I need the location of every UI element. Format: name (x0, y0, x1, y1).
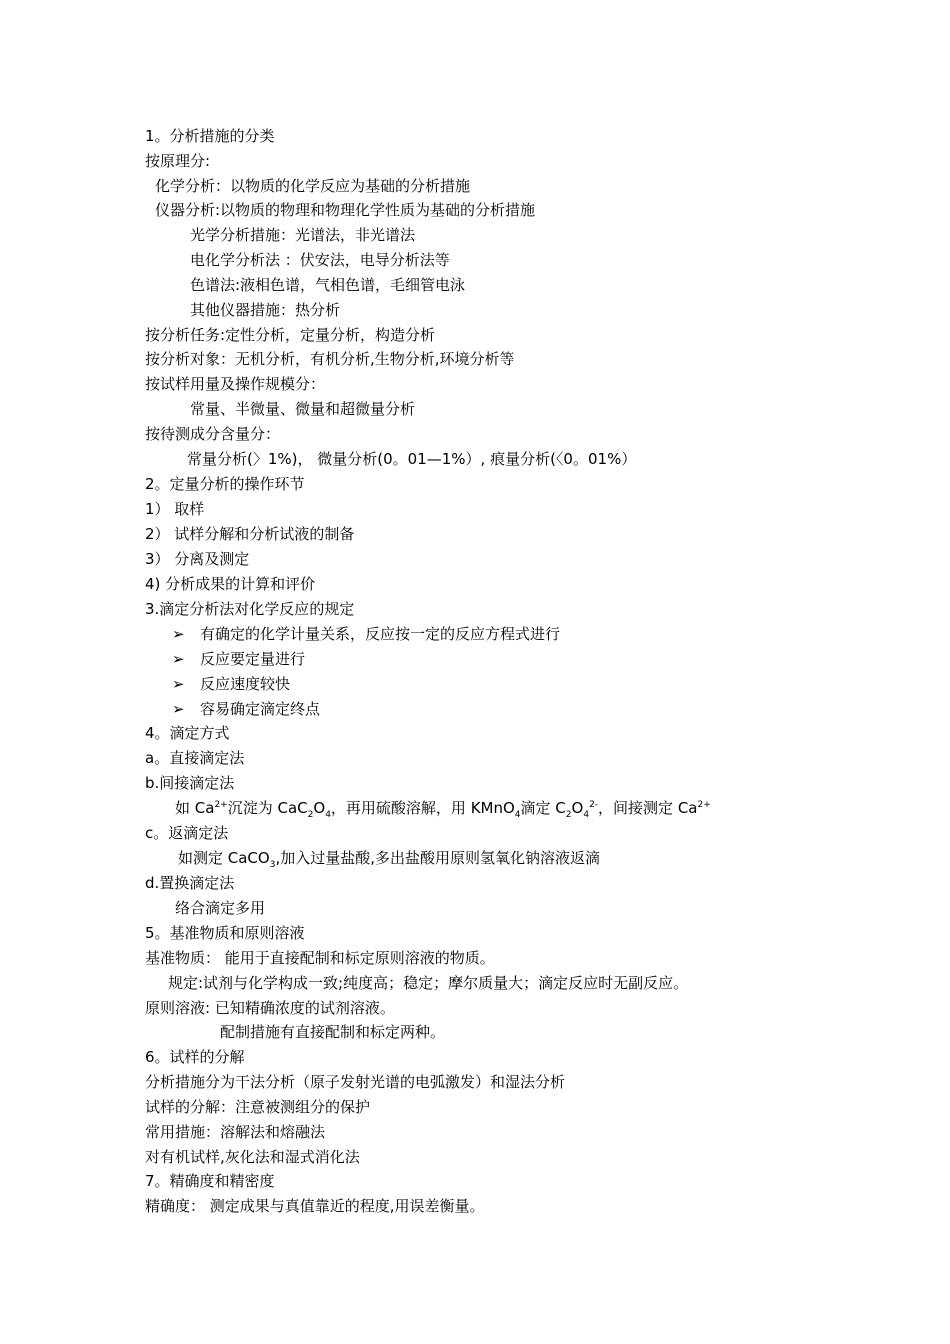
step-1: 1） 取样 (145, 500, 205, 518)
bullet-text: 有确定的化学计量关系，反应按一定的反应方程式进行 (200, 625, 561, 643)
step-4: 4) 分析成果的计算和评价 (145, 575, 316, 593)
sample-scale-types: 常量、半微量、微量和超微量分析 (190, 400, 416, 418)
classify-by-object: 按分析对象：无机分析，有机分析,生物分析,环境分析等 (145, 350, 515, 368)
primary-standard-requirements: 规定:试剂与化学构成一致;纯度高；稳定；摩尔质量大；滴定反应时无副反应。 (168, 974, 689, 992)
other-instrumental: 其他仪器措施：热分析 (190, 301, 341, 319)
indirect-titration-example: 如 $Ca^{2+}$沉淀为 $CaC_2O_4$，再用硫酸溶解，用 KMnO$_4$滴定 $C_2O_4^{2-}$，间接测定 $Ca^{2+}$ (175, 799, 711, 820)
classify-by-sample: 按试样用量及操作规模分： (145, 375, 326, 393)
classify-by-content: 按待测成分含量分： (145, 425, 281, 443)
decomposition-note: 试样的分解：注意被测组分的保护 (145, 1098, 371, 1116)
classify-by-task: 按分析任务:定性分析，定量分析，构造分析 (145, 326, 436, 344)
organic-sample-methods: 对有机试样,灰化法和湿式消化法 (145, 1148, 360, 1166)
chemical-analysis: 化学分析：以物质的化学反应为基础的分析措施 (155, 177, 471, 195)
arrow-bullet-icon: ➢ (172, 650, 185, 668)
chromatography: 色谱法:液相色谱，气相色谱，毛细管电泳 (190, 276, 466, 294)
step-3: 3） 分离及测定 (145, 550, 250, 568)
displacement-titration-example: 络合滴定多用 (175, 899, 266, 917)
section-7-title: 7。精确度和精密度 (145, 1172, 275, 1190)
indirect-titration: b.间接滴定法 (145, 774, 235, 792)
bullet-text: 反应要定量进行 (200, 650, 306, 668)
primary-standard-definition: 基准物质： 能用于直接配制和标定原则溶液的物质。 (145, 949, 495, 967)
standard-solution-preparation: 配制措施有直接配制和标定两种。 (220, 1023, 446, 1041)
dry-wet-methods: 分析措施分为干法分析（原子发射光谱的电弧激发）和湿法分析 (145, 1073, 566, 1091)
back-titration: c。返滴定法 (145, 824, 229, 842)
bullet-text: 容易确定滴定终点 (200, 700, 321, 718)
bullet-item (145, 699, 320, 719)
content-level-types: 常量分析(〉1%)， 微量分析(0。01—1%）, 痕量分析(〈0。01%） (187, 450, 637, 468)
arrow-bullet-icon: ➢ (172, 700, 185, 718)
step-2: 2） 试样分解和分析试液的制备 (145, 525, 355, 543)
common-methods: 常用措施：溶解法和熔融法 (145, 1123, 326, 1141)
classify-by-principle: 按原理分: (145, 152, 211, 170)
displacement-titration: d.置换滴定法 (145, 874, 235, 892)
section-1-title: 1。分析措施的分类 (145, 127, 275, 145)
electrochemical-analysis: 电化学分析法 ：伏安法，电导分析法等 (190, 251, 450, 269)
bullet-item (145, 649, 305, 669)
section-6-title: 6。试样的分解 (145, 1048, 245, 1066)
section-5-title: 5。基准物质和原则溶液 (145, 924, 305, 942)
accuracy-definition: 精确度： 测定成果与真值靠近的程度,用误差衡量。 (145, 1197, 485, 1215)
bullet-text: 反应速度较快 (200, 675, 291, 693)
bullet-item (145, 674, 290, 694)
section-2-title: 2。定量分析的操作环节 (145, 475, 305, 493)
instrumental-analysis: 仪器分析:以物质的物理和物理化学性质为基础的分析措施 (155, 201, 536, 219)
arrow-bullet-icon: ➢ (172, 675, 185, 693)
direct-titration: a。直接滴定法 (145, 749, 245, 767)
bullet-item (145, 624, 560, 644)
back-titration-example: 如测定 CaCO$_3$,加入过量盐酸,多出盐酸用原则氢氧化钠溶液返滴 (178, 849, 600, 870)
arrow-bullet-icon: ➢ (172, 625, 185, 643)
section-3-title: 3.滴定分析法对化学反应的规定 (145, 600, 355, 618)
standard-solution-definition: 原则溶液: 已知精确浓度的试剂溶液。 (145, 999, 395, 1017)
section-4-title: 4。滴定方式 (145, 724, 230, 742)
optical-analysis: 光学分析措施：光谱法，非光谱法 (190, 226, 416, 244)
